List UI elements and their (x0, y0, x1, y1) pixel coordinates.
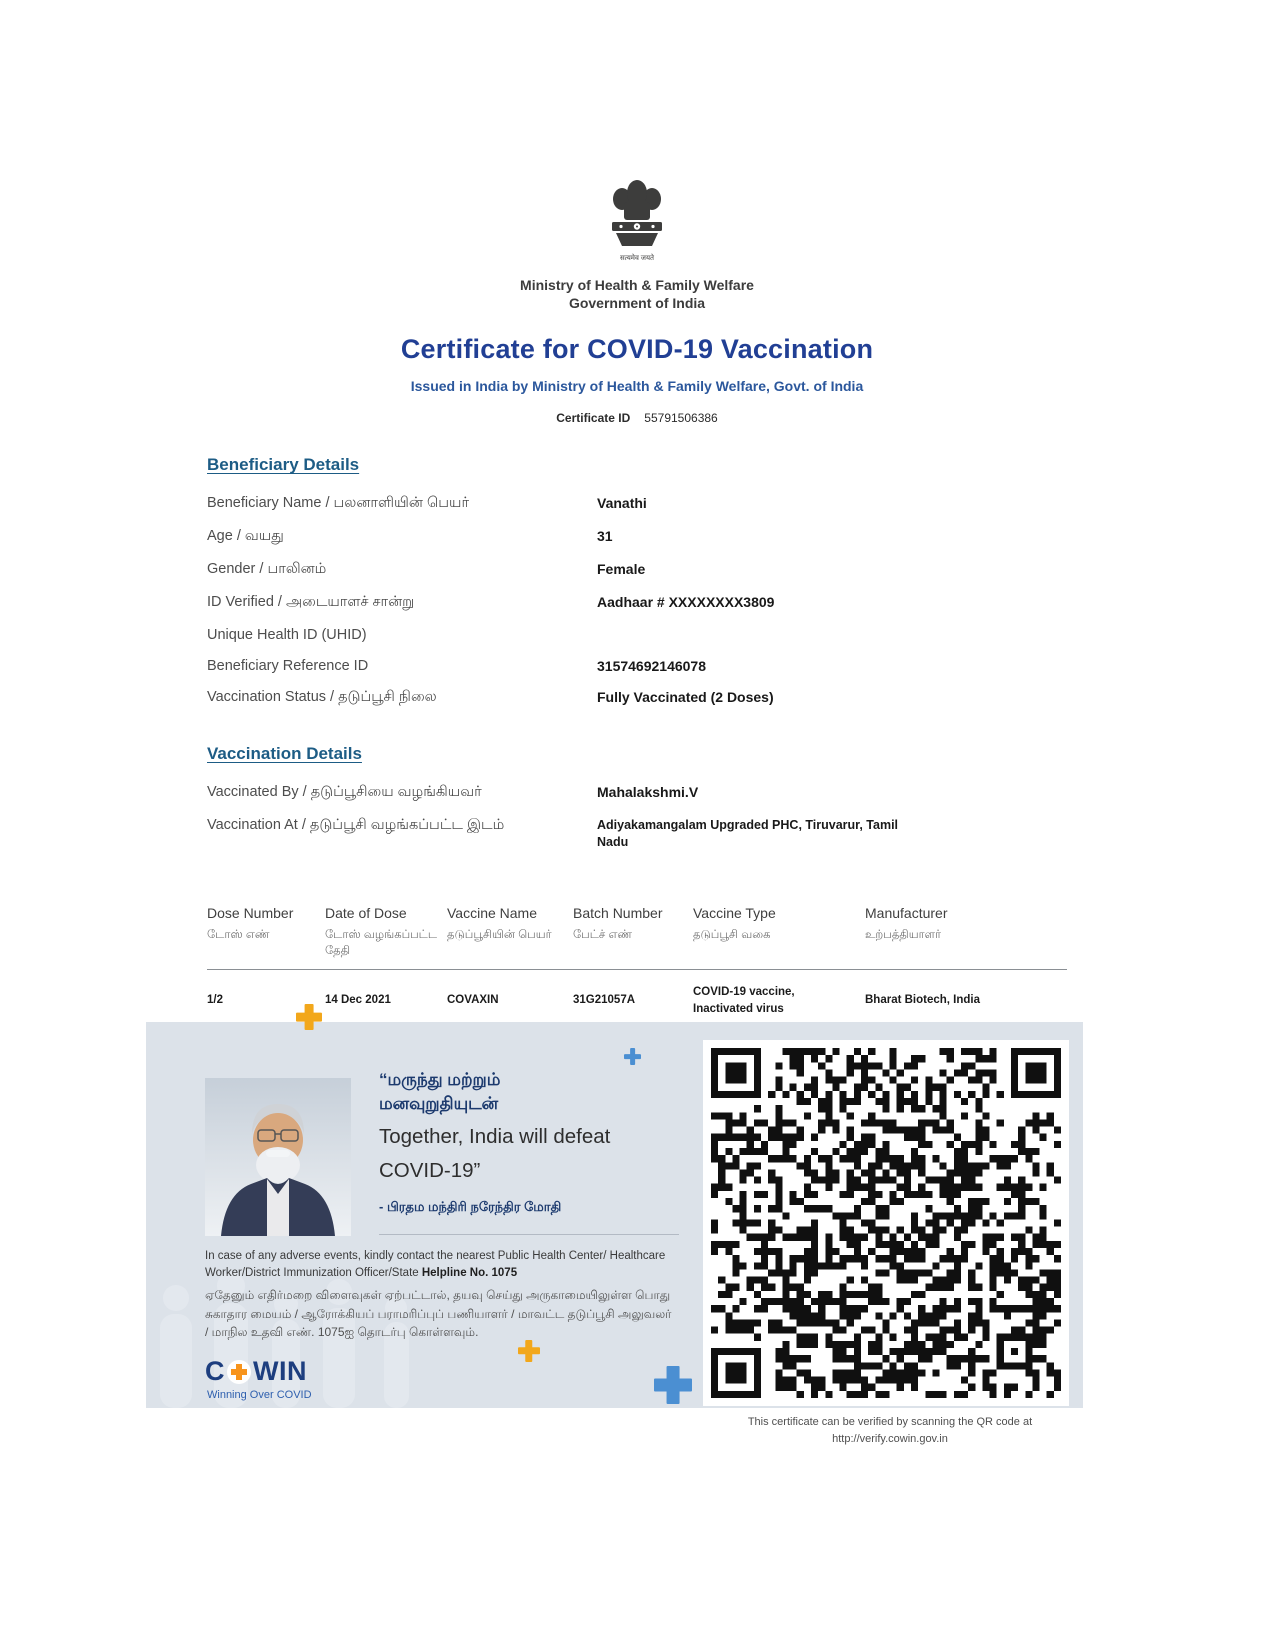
field-value: Fully Vaccinated (2 Doses) (597, 688, 774, 705)
table-cell: 1/2 (207, 970, 325, 1031)
promo-banner (146, 1022, 1083, 1408)
field-label: Beneficiary Name / பலனாளியின் பெயர் (207, 494, 470, 511)
field-value: Female (597, 560, 646, 577)
quote-attribution: - பிரதம மந்திரி நரேந்திர மோதி (379, 1199, 562, 1215)
table-cell: 31G21057A (573, 970, 693, 1031)
field-row (207, 553, 1067, 586)
plus-icon (624, 1048, 641, 1065)
quote-english: COVID-19” (379, 1159, 481, 1183)
cowin-logo-block (205, 1356, 312, 1401)
field-label: Unique Health ID (UHID) (207, 626, 367, 643)
certificate-title: Certificate for COVID-19 Vaccination (400, 334, 874, 365)
table-cell: COVID-19 vaccine, Inactivated virus (693, 970, 865, 1031)
plus-icon (518, 1340, 540, 1362)
cowin-plus-icon (227, 1360, 251, 1384)
column-header: Date of Dose டோஸ் வழங்கப்பட்ட தேதி (325, 905, 447, 970)
field-label: Vaccinated By / தடுப்பூசியை வழங்கியவர் (207, 783, 482, 800)
field-value: 31 (597, 527, 613, 544)
certificate-id-value: 55791506386 (644, 411, 718, 426)
field-row (207, 586, 1067, 619)
issued-line: Issued in India by Ministry of Health & Family Welfare, Govt. of India (410, 378, 864, 395)
certificate-content (207, 0, 1067, 1092)
cowin-logo: C WIN (205, 1356, 307, 1386)
table-cell: 14 Dec 2021 (325, 970, 447, 1031)
quote-block (379, 1068, 679, 1216)
certificate-id-row (207, 411, 1067, 425)
field-label: ID Verified / அடையாளச் சான்று (207, 593, 415, 610)
plus-icon (296, 1004, 322, 1030)
field-row (207, 619, 1067, 650)
field-row (207, 809, 1067, 859)
modi-photo (205, 1078, 351, 1236)
quote-english: Together, India will defeat (379, 1124, 611, 1148)
advisory-tamil: ஏதேனும் எதிர்மறை விளைவுகள் ஏற்பட்டால், தயவு செய்து அருகாமையிலுள்ள பொது சுகாதார மையம் / ஆரோக்கியப் பராமரிப்புப் பணியாளர் / மாவட்ட தடுப்பூசி அலுவலர் / மாநில உதவி எண். 1075ஐ தொடர்பு கொள்ளவும். (205, 1288, 672, 1340)
field-row (207, 650, 1067, 681)
field-row (207, 776, 1067, 809)
column-header: Manufacturer உற்பத்தியாளர் (865, 905, 1067, 970)
qr-code (711, 1048, 1061, 1398)
field-row (207, 520, 1067, 553)
section-vaccination-title: Vaccination Details (207, 744, 362, 764)
field-label: Vaccination Status / தடுப்பூசி நிலை (207, 688, 437, 705)
quote-tamil: “மருந்து மற்றும் மனவுறுதியுடன் (379, 1070, 501, 1113)
table-cell: Bharat Biotech, India (865, 970, 1067, 1031)
field-label: Gender / பாலினம் (207, 560, 327, 577)
cowin-tagline: Winning Over COVID (207, 1389, 312, 1401)
helpline-number: Helpline No. 1075 (421, 1267, 518, 1280)
field-row (207, 681, 1067, 714)
field-label: Beneficiary Reference ID (207, 657, 369, 674)
section-beneficiary-title: Beneficiary Details (207, 455, 360, 475)
certificate-id-label: Certificate ID (556, 411, 631, 426)
field-label: Vaccination At / தடுப்பூசி வழங்கப்பட்ட இடம் (207, 816, 505, 833)
field-value: Aadhaar # XXXXXXXX3809 (597, 593, 775, 610)
verify-text: This certificate can be verified by scanning the QR code at http://verify.cowin.gov.in (702, 1414, 1078, 1447)
emblem-motto: सत्यमेव जयते (619, 255, 655, 262)
field-value: Vanathi (597, 494, 647, 511)
column-header: Batch Number பேட்ச் எண் (573, 905, 693, 970)
quote-divider (379, 1234, 679, 1235)
column-header: Vaccine Type தடுப்பூசி வகை (693, 905, 865, 970)
ministry-name: Ministry of Health & Family Welfare (520, 277, 754, 293)
plus-icon (654, 1366, 692, 1404)
column-header: Vaccine Name தடுப்பூசியின் பெயர் (447, 905, 573, 970)
advisory-english: In case of any adverse events, kindly contact the nearest Public Health Center/ Healthcare Worker/District Immunization Officer/State Helpline No. 1075 (205, 1250, 666, 1280)
field-label: Age / வயது (207, 527, 284, 544)
qr-code-box (703, 1040, 1069, 1406)
field-value: Mahalakshmi.V (597, 783, 699, 800)
dose-table-header-row (207, 905, 1067, 970)
government-name: Government of India (568, 295, 706, 312)
field-row (207, 487, 1067, 520)
verify-url: http://verify.cowin.gov.in (832, 1432, 948, 1445)
national-emblem-icon (600, 176, 674, 268)
column-header: Dose Number டோஸ் எண் (207, 905, 325, 970)
field-value: 31574692146078 (597, 657, 707, 674)
field-value: Adiyakamangalam Upgraded PHC, Tiruvarur, Tamil Nadu (597, 817, 899, 850)
table-cell: COVAXIN (447, 970, 573, 1031)
